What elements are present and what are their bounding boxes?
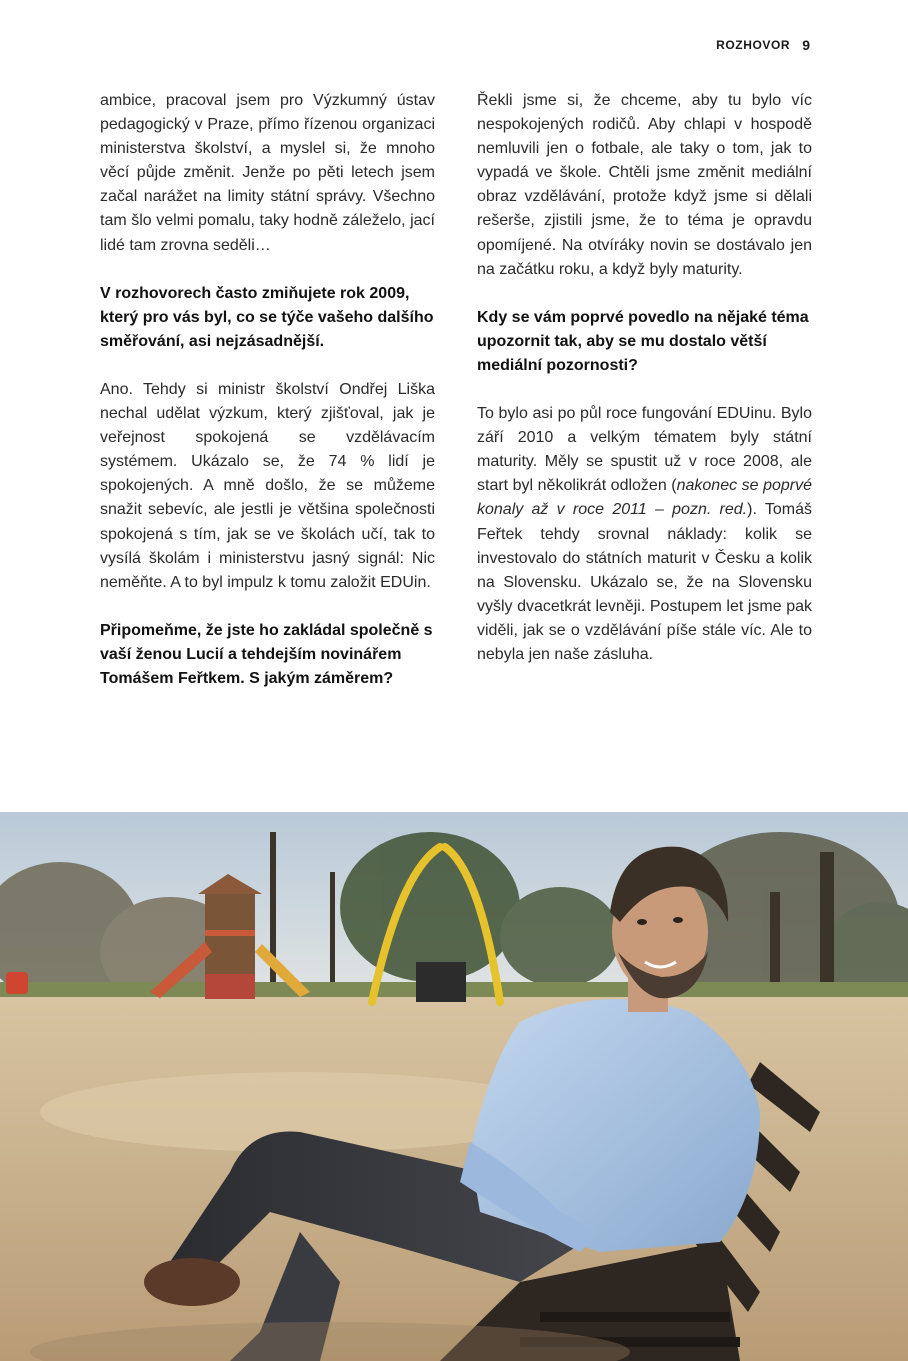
- left-column: [100, 89, 435, 715]
- page-number: 9: [802, 37, 810, 53]
- answer-text: To bylo asi po půl roce fungování EDUinu. Bylo září 2010 a velkým tématem byly státní maturity. Měly se spustit už v roce 2008, ale start byl několikrát odložen (: [477, 405, 812, 495]
- swing-seat: [416, 962, 466, 1002]
- answer-paragraph: [477, 402, 812, 667]
- running-header: [716, 36, 810, 54]
- answer-paragraph: ambice, pracoval jsem pro Výzkumný ústav pedagogický v Praze, přímo řízenou organizaci ministerstva školství, a myslel si, že mnoho věcí půjde změnit. Jenže po pěti letech jsem začal narážet na limity státní správy. Všechno tam šlo velmi pomalu, taky hodně záleželo, jací lidé tam zrovna seděli…: [100, 92, 435, 254]
- interview-question: Připomeňme, že jste ho zakládal společně s vaší ženou Lucií a tehdejším novinářem Tomášem Feřtkem. S jakým záměrem?: [100, 621, 433, 687]
- interview-question: Kdy se vám poprvé povedlo na nějaké téma upozornit tak, aby se mu dostalo větší mediální pozornosti?: [477, 308, 809, 374]
- answer-paragraph: Řekli jsme si, že chceme, aby tu bylo víc nespokojených rodičů. Aby chlapi v hospodě nemluvili jen o fotbale, ale taky o tom, jak to vypadá ve škole. Chtěli jsme změnit mediální obraz vzdělávání, protože když jsme si dělali rešerše, zjistili jsme, že to téma je opravdu opomíjené. Na otvíráky novin se dostávalo jen na začátku roku, a když byly maturity.: [477, 92, 812, 278]
- shoe: [144, 1258, 240, 1306]
- interview-question: V rozhovorech často zmiňujete rok 2009, který pro vás byl, co se týče vašeho dalšího směřování, asi nejzásadnější.: [100, 284, 434, 350]
- editor-note: nakonec se poprvé konaly až v roce 2011 – pozn. red.: [477, 477, 813, 519]
- interview-photo: [0, 812, 908, 1361]
- answer-text: ). Tomáš Feřtek tehdy srovnal náklady: kolik se investovalo do státních maturit v Česku a kolik na Slovensku. Ukázalo se, že na Slovensku vyšly dvacetkrát levněji. Postupem let jsme pak viděli, jak se o vzdělávání píše stále víc. Ale to nebyla jen naše zásluha.: [477, 501, 812, 663]
- right-column: [477, 89, 812, 691]
- section-label: ROZHOVOR: [716, 38, 791, 52]
- answer-paragraph: Ano. Tehdy si ministr školství Ondřej Liška nechal udělat výzkum, který zjišťoval, jak je veřejnost spokojená se vzdělávacím systémem. Ukázalo se, že 74 % lidí je spokojených. A mně došlo, že se můžeme snažit sebevíc, ale jestli je většina společnosti spokojená s tím, jak se ve školách učí, tak to vysílá školám i ministerstvu jasný signál: Nic neměňte. A to byl impulz k tomu založit EDUin.: [100, 380, 435, 591]
